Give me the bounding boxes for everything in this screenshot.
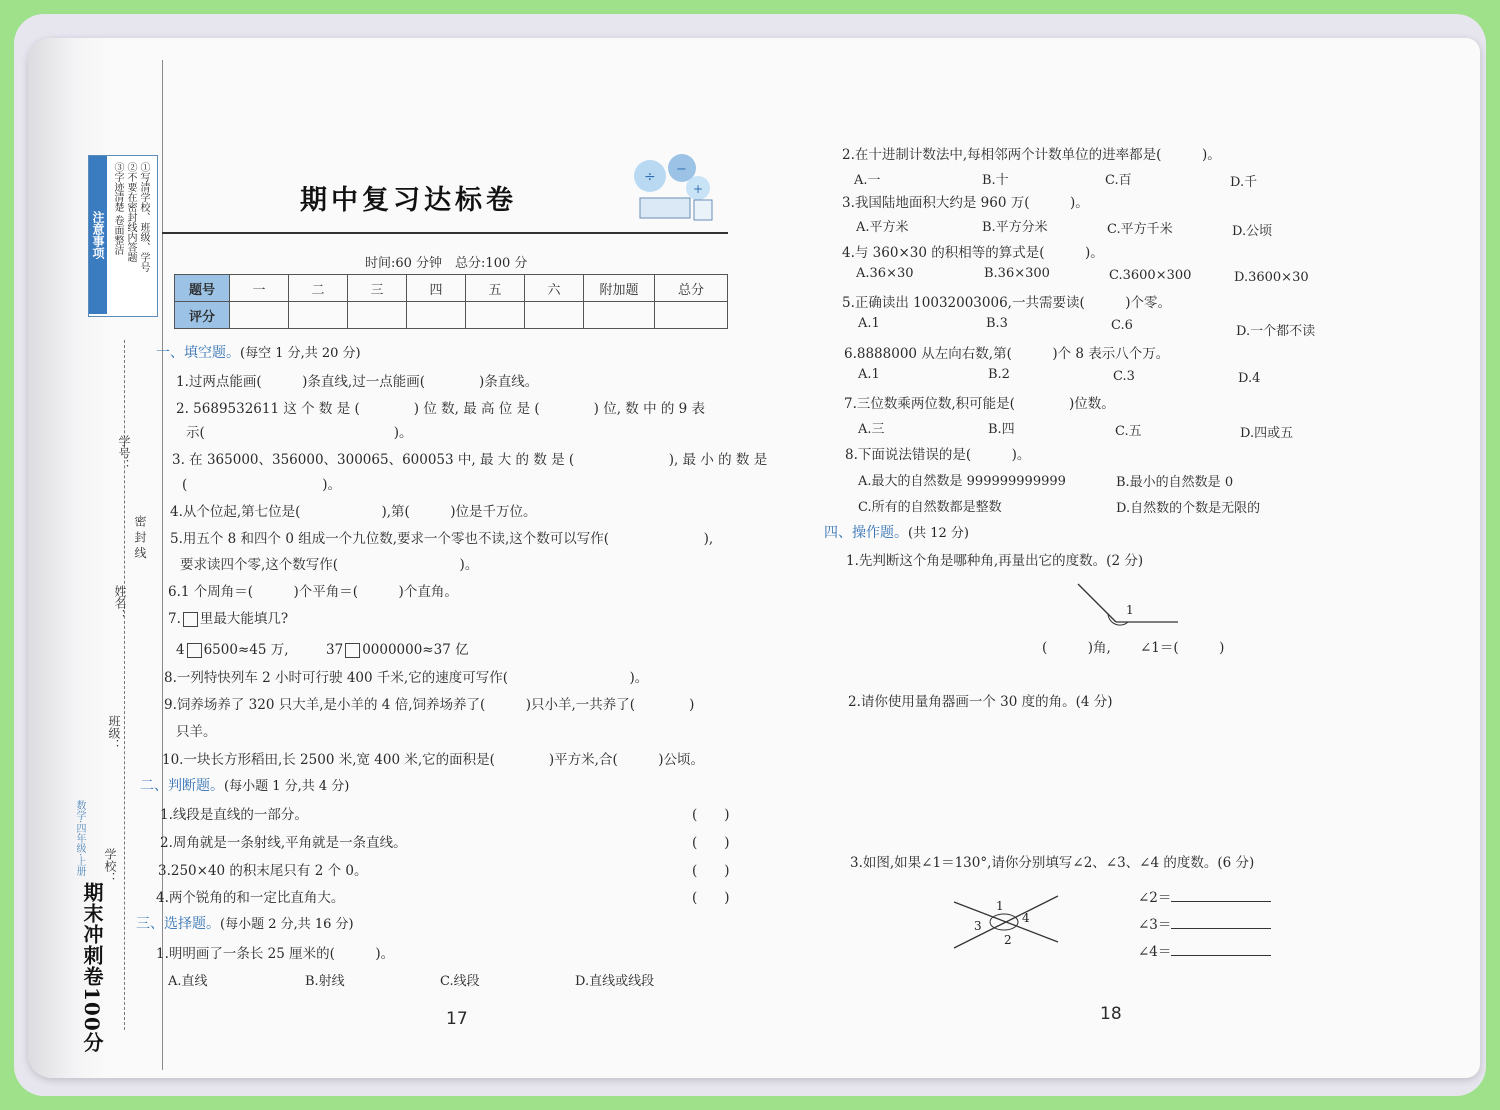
answer-line bbox=[1138, 940, 1271, 960]
angle-answer-label: ∠4＝ bbox=[1138, 944, 1172, 960]
svg-text:−: − bbox=[676, 162, 687, 177]
answer-angle-type: ( )角, bbox=[1042, 640, 1111, 656]
question: 5.用五个 8 和四个 0 组成一个九位数,要求一个零也不读,这个数可以写作( ), bbox=[170, 531, 714, 547]
question: 9.饲养场养了 320 只大羊,是小羊的 4 倍,饲养场养了( )只小羊,一共养了( ) bbox=[164, 697, 695, 713]
exam-meta: 时间:60 分钟 总分:100 分 bbox=[365, 256, 528, 271]
choice-option: A.直线 bbox=[168, 974, 208, 989]
question: 2. 5689532611 这 个 数 是 ( ) 位 数, 最 高 位 是 ( ) 位, 数 中 的 9 表 bbox=[176, 401, 706, 417]
choice-option: D.4 bbox=[1238, 371, 1261, 386]
choice-question: 7.三位数乘两位数,积可能是( )位数。 bbox=[844, 396, 1115, 412]
score-table-header: 题号 bbox=[175, 275, 230, 302]
choice-option: B.最小的自然数是 0 bbox=[1116, 475, 1234, 490]
page-number-left: 17 bbox=[446, 1009, 468, 1029]
answer-paren: ( ) bbox=[692, 890, 730, 906]
choice-question: 8.下面说法错误的是( )。 bbox=[845, 447, 1031, 463]
sub-question bbox=[176, 638, 289, 658]
answer-paren: ( ) bbox=[692, 807, 730, 823]
page-title: 期中复习达标卷 bbox=[300, 185, 517, 216]
choice-option: A.一 bbox=[854, 173, 881, 188]
score-col: 三 bbox=[348, 275, 407, 302]
choice-option: D.四或五 bbox=[1240, 426, 1294, 441]
score-cell bbox=[525, 302, 584, 329]
choice-option: A.最大的自然数是 999999999999 bbox=[858, 474, 1066, 489]
question-continued: ( )。 bbox=[182, 477, 342, 493]
section-fill-blank bbox=[156, 342, 361, 362]
notice-label: 注意事项 bbox=[89, 156, 107, 314]
question-continued: 要求读四个零,这个数写作( )。 bbox=[180, 557, 479, 573]
question: 1.过两点能画( )条直线,过一点能画( )条直线。 bbox=[176, 374, 539, 390]
score-cell bbox=[289, 302, 348, 329]
choice-option: B.四 bbox=[988, 422, 1015, 437]
score-cell bbox=[348, 302, 407, 329]
score-cell bbox=[655, 302, 728, 329]
question bbox=[168, 607, 288, 627]
notice-body bbox=[111, 162, 150, 312]
score-col: 四 bbox=[407, 275, 466, 302]
blank-box bbox=[183, 612, 198, 627]
section-title: 一、填空题。 bbox=[156, 345, 240, 361]
section-true-false bbox=[140, 775, 349, 795]
choice-question: 2.在十进制计数法中,每相邻两个计数单位的进率都是( )。 bbox=[842, 147, 1221, 163]
question-continued: 示( )。 bbox=[186, 425, 413, 441]
question: 8.一列特快列车 2 小时可行驶 400 千米,它的速度可写作( )。 bbox=[164, 670, 649, 686]
question-number: 7. bbox=[168, 611, 181, 627]
score-table-header: 评分 bbox=[175, 302, 230, 329]
title-underline bbox=[162, 232, 728, 234]
choice-option: C.百 bbox=[1105, 173, 1132, 188]
choice-question: 4.与 360×30 的积相等的算式是( )。 bbox=[842, 245, 1104, 261]
choice-option: D.一个都不读 bbox=[1236, 324, 1316, 339]
score-cell bbox=[466, 302, 525, 329]
choice-option: A.1 bbox=[858, 367, 880, 382]
sub-question bbox=[326, 638, 469, 658]
score-cell bbox=[407, 302, 466, 329]
class-label: 班级： bbox=[107, 715, 121, 751]
score-cell bbox=[584, 302, 655, 329]
judge-question: 1.线段是直线的一部分。 bbox=[160, 807, 308, 823]
score-cell bbox=[230, 302, 289, 329]
angle-answer-label: ∠3＝ bbox=[1138, 917, 1172, 933]
answer-blank[interactable] bbox=[1171, 916, 1271, 929]
subject-label: 数学·四年级·上册 bbox=[74, 800, 85, 877]
bleed-through-text bbox=[1210, 150, 1298, 166]
operation-question: 1.先判断这个角是哪种角,再量出它的度数。(2 分) bbox=[846, 553, 1144, 569]
angle-answer-label: ∠2＝ bbox=[1138, 890, 1172, 906]
section-multiple-choice bbox=[136, 913, 354, 933]
page-number-right: 18 bbox=[1100, 1004, 1122, 1024]
choice-question: 1.明明画了一条长 25 厘米的( )。 bbox=[156, 946, 395, 962]
judge-question: 4.两个锐角的和一定比直角大。 bbox=[156, 890, 345, 906]
name-label: 姓名： bbox=[113, 585, 127, 621]
notice-box bbox=[88, 155, 158, 317]
question-text: 里最大能填几? bbox=[199, 611, 289, 627]
answer-paren: ( ) bbox=[692, 863, 730, 879]
score-table bbox=[174, 274, 728, 329]
choice-option: A.36×30 bbox=[856, 266, 914, 281]
score-col: 总分 bbox=[655, 275, 728, 302]
sub-question-text: 6500≈45 万, bbox=[203, 642, 289, 658]
figure-label: 2 bbox=[1004, 933, 1012, 947]
section-title: 四、操作题。 bbox=[824, 525, 908, 541]
choice-option: B.平方分米 bbox=[982, 220, 1048, 235]
figure-label: 4 bbox=[1022, 911, 1030, 925]
student-number-label: 学号： bbox=[117, 435, 131, 471]
question: 4.从个位起,第七位是( ),第( )位是千万位。 bbox=[170, 504, 537, 520]
choice-question: 6.8888000 从左向右数,第( )个 8 表示八个万。 bbox=[844, 346, 1170, 362]
intersecting-lines-figure bbox=[948, 890, 1066, 954]
question: 10.一块长方形稻田,长 2500 米,宽 400 米,它的面积是( )平方米,合( )公顷。 bbox=[162, 752, 704, 768]
answer-paren: ( ) bbox=[692, 835, 730, 851]
score-col: 五 bbox=[466, 275, 525, 302]
choice-option: D.3600×30 bbox=[1234, 270, 1309, 285]
answer-blank[interactable] bbox=[1171, 889, 1271, 902]
math-illustration bbox=[610, 148, 720, 226]
choice-option: B.2 bbox=[988, 367, 1010, 382]
brand-title: 期末冲刺卷100分 bbox=[80, 882, 104, 1053]
choice-option: C.平方千米 bbox=[1107, 222, 1173, 237]
notice-line: ①写清学校、班级、学号 bbox=[138, 162, 149, 272]
answer-angle-degree: ∠1＝( ) bbox=[1140, 640, 1225, 656]
answer-line bbox=[1138, 886, 1271, 906]
score-col: 六 bbox=[525, 275, 584, 302]
section-title: 二、判断题。 bbox=[140, 778, 224, 794]
choice-option: C.线段 bbox=[440, 974, 480, 989]
section-points: (每小题 1 分,共 4 分) bbox=[224, 779, 350, 794]
section-title: 三、选择题。 bbox=[136, 916, 220, 932]
choice-option: A.1 bbox=[858, 316, 880, 331]
choice-option: B.射线 bbox=[305, 974, 345, 989]
figure-label: 3 bbox=[974, 919, 982, 933]
choice-option: D.直线或线段 bbox=[575, 974, 655, 989]
answer-blank[interactable] bbox=[1171, 943, 1271, 956]
choice-option: B.36×300 bbox=[984, 266, 1050, 281]
svg-text:+: + bbox=[693, 182, 704, 196]
choice-option: B.十 bbox=[982, 173, 1009, 188]
section-points: (每空 1 分,共 20 分) bbox=[240, 346, 361, 361]
choice-option: D.自然数的个数是无限的 bbox=[1116, 501, 1261, 516]
question: 3. 在 365000、356000、300065、600053 中, 最 大 的 数 是 ( ), 最 小 的 数 是 bbox=[172, 452, 768, 468]
svg-text:÷: ÷ bbox=[644, 169, 656, 185]
school-label: 学校： bbox=[103, 848, 117, 884]
blank-box bbox=[187, 643, 202, 658]
question: 6.1 个周角＝( )个平角＝( )个直角。 bbox=[168, 584, 458, 600]
choice-option: C.所有的自然数都是整数 bbox=[858, 500, 1002, 515]
blank-box bbox=[345, 643, 360, 658]
choice-option: D.公顷 bbox=[1232, 224, 1273, 239]
choice-option: B.3 bbox=[986, 316, 1008, 331]
choice-option: C.3 bbox=[1113, 369, 1135, 384]
angle-label: 1 bbox=[1126, 603, 1134, 617]
section-points: (共 12 分) bbox=[908, 526, 969, 541]
section-points: (每小题 2 分,共 16 分) bbox=[220, 917, 354, 932]
notice-line: ③字迹清楚 卷面整洁 bbox=[112, 162, 123, 256]
section-operation bbox=[824, 522, 969, 542]
choice-option: C.6 bbox=[1111, 318, 1133, 333]
choice-option: D.千 bbox=[1230, 175, 1258, 190]
notice-line: ②不要在密封线内答题 bbox=[125, 162, 136, 262]
question-continued: 只羊。 bbox=[176, 724, 217, 740]
score-col: 一 bbox=[230, 275, 289, 302]
choice-option: A.三 bbox=[858, 422, 885, 437]
sub-question-text: 0000000≈37 亿 bbox=[362, 642, 469, 658]
score-col: 二 bbox=[289, 275, 348, 302]
digit: 4 bbox=[176, 642, 185, 658]
choice-option: A.平方米 bbox=[856, 220, 909, 235]
choice-question: 3.我国陆地面积大约是 960 万( )。 bbox=[842, 195, 1089, 211]
choice-option: C.五 bbox=[1115, 424, 1142, 439]
judge-question: 2.周角就是一条射线,平角就是一条直线。 bbox=[160, 835, 407, 851]
digit: 37 bbox=[326, 642, 344, 658]
operation-question: 3.如图,如果∠1＝130°,请你分别填写∠2、∠3、∠4 的度数。(6 分) bbox=[850, 855, 1255, 871]
judge-question: 3.250×40 的积末尾只有 2 个 0。 bbox=[158, 863, 368, 879]
answer-line bbox=[1138, 913, 1271, 933]
choice-option: C.3600×300 bbox=[1109, 268, 1192, 283]
operation-question: 2.请你使用量角器画一个 30 度的角。(4 分) bbox=[848, 694, 1113, 710]
seal-label: 密 封 线 bbox=[133, 515, 147, 559]
score-col: 附加题 bbox=[584, 275, 655, 302]
choice-question: 5.正确读出 10032003006,一共需要读( )个零。 bbox=[842, 295, 1171, 311]
angle-figure bbox=[1070, 578, 1190, 628]
figure-label: 1 bbox=[996, 899, 1004, 913]
